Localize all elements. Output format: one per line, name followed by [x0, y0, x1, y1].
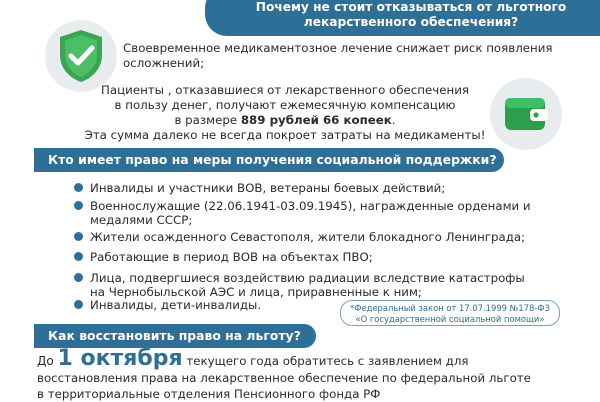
list-item-text — [90, 199, 550, 227]
restore-line-1 — [37, 348, 597, 370]
bullet-dot-icon — [74, 273, 83, 282]
restore-prefix: До — [37, 354, 58, 368]
compensation-line-4: Эта сумма далеко не всегда покроет затраты на медикаменты! — [84, 128, 486, 142]
bullet-dot-icon — [74, 300, 83, 309]
list-item-text — [90, 250, 550, 264]
law-note-line-2: «О государственной социальной помощи» — [355, 314, 545, 324]
compensation-amount: 889 рублей 66 копеек — [240, 113, 392, 127]
bullet-dot-icon — [74, 201, 83, 210]
compensation-line-3 — [70, 113, 500, 128]
list-item-line-1: Лица, подвергшиеся воздействию радиации вследствие катастрофы — [90, 271, 525, 285]
compensation-line-1: Пациенты , отказавшиеся от лекарственного обеспечения — [101, 83, 469, 97]
list-item-line-2: медалями СССР; — [90, 213, 193, 227]
list-item-line-1: Инвалиды и участники ВОВ, ветераны боевых действий; — [90, 181, 446, 195]
compensation-prefix: в размере — [174, 113, 241, 127]
wallet-icon — [490, 78, 562, 150]
restore-line-1-rest: текущего года обратитесь с заявлением для — [182, 354, 469, 368]
section-eligibility-banner: Кто имеет право на меры получения социальной поддержки? — [34, 148, 504, 172]
bullet-dot-icon — [74, 252, 83, 261]
restore-line-3: в территориальные отделения Пенсионного фонда РФ — [37, 387, 381, 401]
list-item-line-1: Инвалиды, дети-инвалиды. — [90, 298, 262, 312]
section-restore-banner: Как восстановить право на льготу? — [34, 324, 316, 348]
header-banner — [205, 0, 600, 36]
header-line-2: лекарственного обеспечения? — [303, 15, 519, 29]
list-item-text — [90, 181, 550, 195]
list-item-text — [90, 271, 550, 299]
intro-line-2: осложнений; — [123, 56, 205, 70]
law-note-line-1: *Федеральный закон от 17.07.1999 №178-ФЗ — [350, 303, 550, 313]
list-item-line-2: на Чернобыльской АЭС и лица, приравненные к ним; — [90, 285, 422, 299]
list-item-line-1: Жители осажденного Севастополя, жители блокадного Ленинграда; — [90, 230, 526, 244]
bullet-dot-icon — [74, 232, 83, 241]
compensation-line-2: в пользу денег, получают ежемесячную компенсацию — [114, 98, 456, 112]
intro-line-1: Своевременное медикаментозное лечение снижает риск появления — [123, 41, 553, 55]
list-item-line-1: Работающие в период ВОВ на объектах ПВО; — [90, 250, 373, 264]
compensation-text — [70, 83, 500, 143]
restore-deadline-date: 1 октября — [57, 346, 183, 371]
intro-text — [123, 41, 593, 71]
header-line-1: Почему не стоит отказываться от льготного — [255, 0, 567, 14]
list-item-line-1: Военнослужащие (22.06.1941-03.09.1945), награжденные орденами и — [90, 199, 531, 213]
law-reference-note — [340, 300, 560, 326]
restore-line-2: восстановления права на лекарственное обеспечение по федеральной льготе — [37, 371, 531, 385]
bullet-dot-icon — [74, 183, 83, 192]
list-item-text — [90, 230, 550, 244]
compensation-suffix: . — [391, 113, 396, 127]
shield-check-icon — [45, 20, 117, 92]
restore-instructions — [37, 348, 597, 402]
